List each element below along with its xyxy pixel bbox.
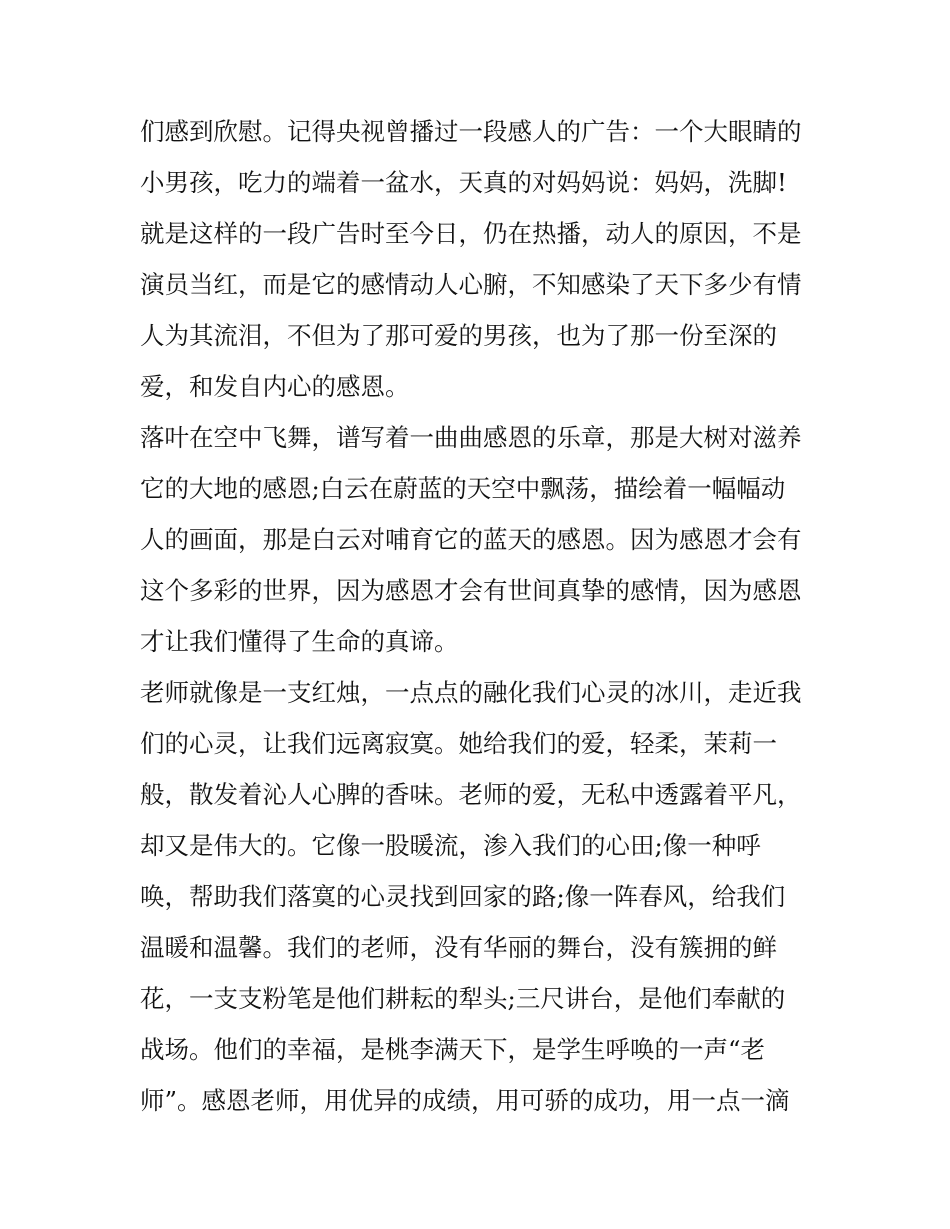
document-body — [140, 106, 820, 1126]
text-line: 战场。他们的幸福，是桃李满天下，是学生呼唤的一声“老 — [140, 1035, 766, 1064]
text-line: 演员当红，而是它的感情动人心腑，不知感染了天下多少有情 — [140, 270, 802, 299]
text-line: 这个多彩的世界，因为感恩才会有世间真挚的感情，因为感恩 — [140, 576, 802, 605]
text-line: 人为其流泪，不但为了那可爱的男孩，也为了那一份至深的 — [140, 321, 777, 350]
text-line: 落叶在空中飞舞，谱写着一曲曲感恩的乐章，那是大树对滋养 — [140, 423, 802, 452]
paragraph-2 — [140, 412, 820, 667]
text-line: 却又是伟大的。它像一股暖流，渗入我们的心田;像一种呼 — [140, 831, 761, 860]
paragraph-1 — [140, 106, 820, 412]
text-line: 小男孩，吃力的端着一盆水，天真的对妈妈说：妈妈，洗脚! — [140, 168, 787, 197]
text-line: 们感到欣慰。记得央视曾播过一段感人的广告：一个大眼睛的 — [140, 117, 802, 146]
text-line: 般，散发着沁人心脾的香味。老师的爱，无私中透露着平凡， — [140, 780, 802, 809]
text-line: 温暖和温馨。我们的老师，没有华丽的舞台，没有簇拥的鲜 — [140, 933, 777, 962]
text-line: 师”。感恩老师，用优异的成绩，用可骄的成功，用一点一滴 — [140, 1086, 790, 1115]
text-line: 爱，和发自内心的感恩。 — [140, 372, 410, 401]
text-line: 它的大地的感恩;白云在蔚蓝的天空中飘荡，描绘着一幅幅动 — [140, 474, 786, 503]
paragraph-3 — [140, 667, 820, 1126]
text-line: 才让我们懂得了生命的真谛。 — [140, 627, 459, 656]
text-line: 人的画面，那是白云对哺育它的蓝天的感恩。因为感恩才会有 — [140, 525, 802, 554]
text-line: 老师就像是一支红烛，一点点的融化我们心灵的冰川，走近我 — [140, 678, 802, 707]
text-line: 花，一支支粉笔是他们耕耘的犁头;三尺讲台，是他们奉献的 — [140, 984, 786, 1013]
text-line: 就是这样的一段广告时至今日，仍在热播，动人的原因，不是 — [140, 219, 802, 248]
text-line: 们的心灵，让我们远离寂寞。她给我们的爱，轻柔，茉莉一 — [140, 729, 777, 758]
text-line: 唤，帮助我们落寞的心灵找到回家的路;像一阵春风，给我们 — [140, 882, 786, 911]
